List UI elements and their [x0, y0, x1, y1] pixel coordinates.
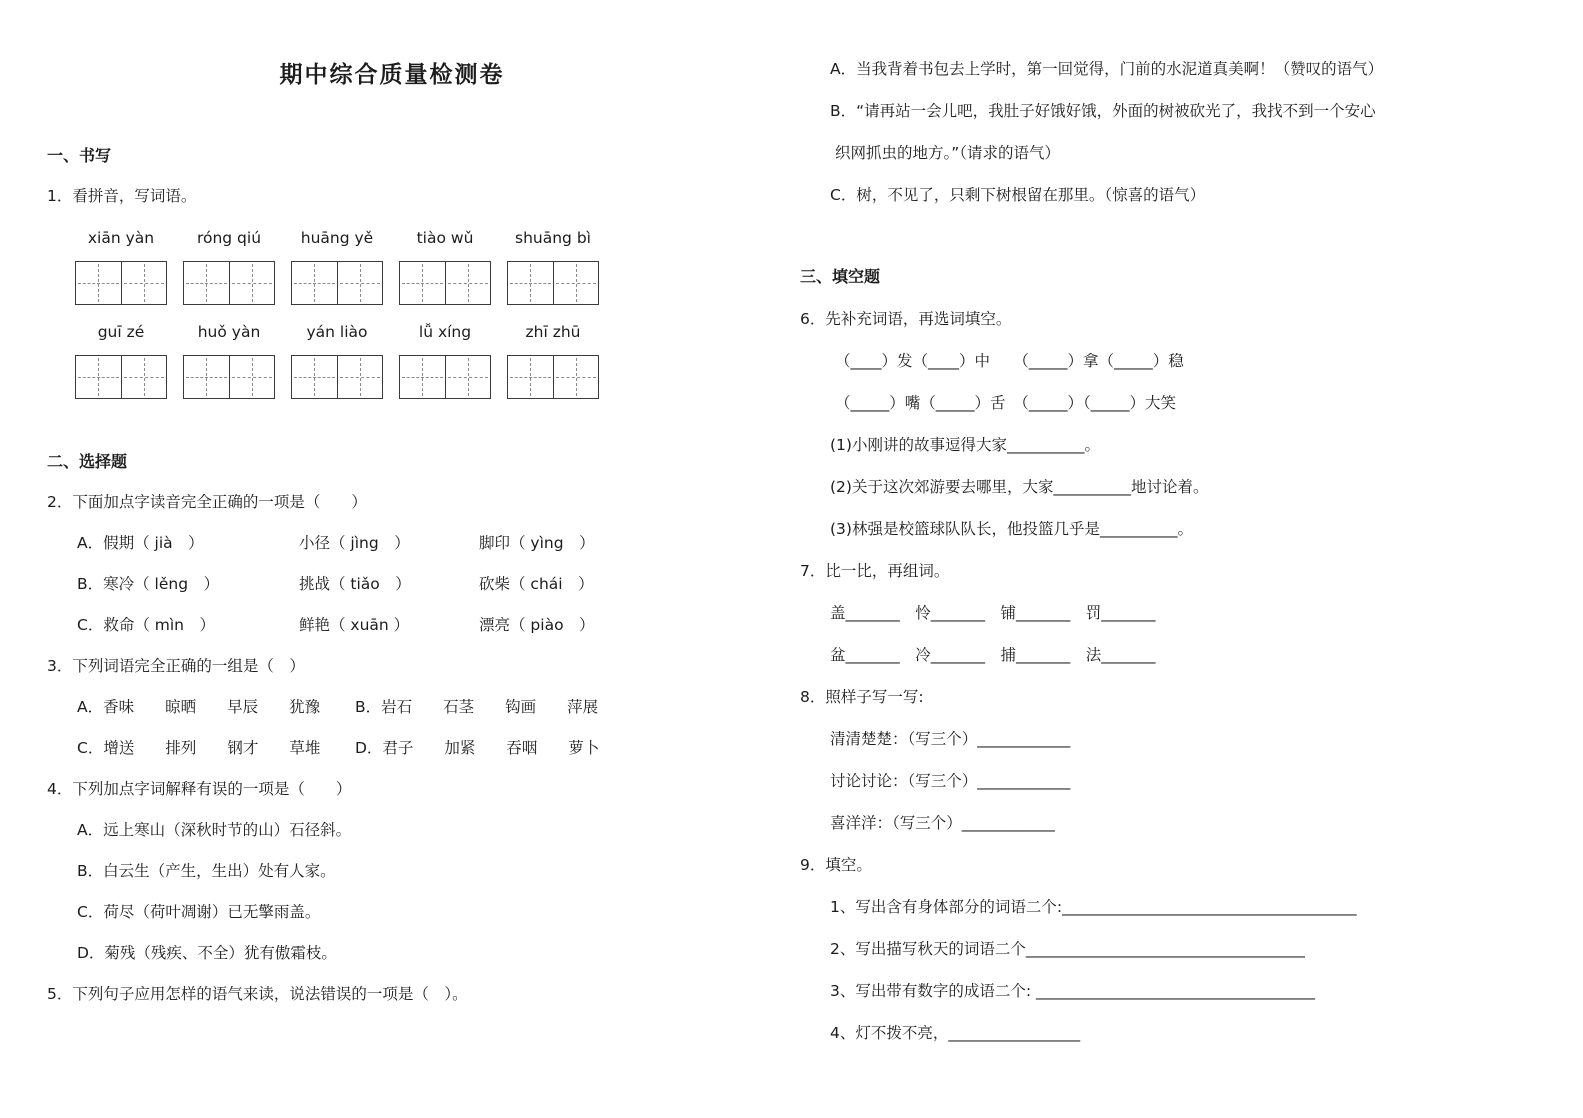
- grid-cell: [76, 262, 121, 304]
- q5-option-a: A．当我背着书包去上学时，第一回觉得，门前的水泥道真美啊！（赞叹的语气）: [830, 60, 1384, 78]
- left-column: [47, 42, 737, 1015]
- option-text: C．救命（ mìn ）: [77, 616, 215, 634]
- q9-prompt: 9．填空。: [800, 856, 872, 874]
- option-text: A．假期（ jià ）: [77, 534, 204, 552]
- pinyin-word: huǒ yàn: [197, 323, 261, 341]
- q5-prompt: 5．下列句子应用怎样的语气来读，说法错误的一项是（ ）。: [47, 985, 468, 1003]
- pinyin-word: yán liào: [306, 323, 368, 341]
- option-text: D．君子 加紧 吞咽 萝卜: [355, 739, 600, 757]
- q5-option-b-line1: B．“请再站一会儿吧，我肚子好饿好饿，外面的树被砍光了，我找不到一个安心: [830, 102, 1376, 120]
- option-text: 挑战（ tiǎo ）: [299, 575, 411, 593]
- q2-prompt: 2．下面加点字读音完全正确的一项是（ ）: [47, 493, 367, 511]
- q4-option-d: D．菊残（残疾、不全）犹有傲霜枝。: [77, 944, 337, 962]
- q7-words-line-2: 盆_______ 冷_______ 捕_______ 法_______: [830, 646, 1156, 664]
- writing-grid: [291, 355, 383, 399]
- grid-cell: [553, 356, 599, 398]
- q5-option-b-line2: 织网抓虫的地方。”（请求的语气）: [835, 144, 1061, 162]
- grid-cell: [337, 262, 383, 304]
- option-text: A．香味 晾晒 早辰 犹豫: [77, 698, 321, 716]
- pinyin-word: lǚ xíng: [418, 323, 472, 341]
- q8-example-item-2: 讨论讨论：（写三个）____________: [830, 772, 1071, 790]
- pinyin-word: zhī zhū: [525, 323, 581, 341]
- grid-cell: [121, 356, 167, 398]
- option-text: 鲜艳（ xuān ）: [299, 616, 410, 634]
- page-title: 期中综合质量检测卷: [279, 62, 505, 88]
- grid-cell: [337, 356, 383, 398]
- q6-sub-item-3: (3)林强是校篮球队队长，他投篮几乎是__________。: [830, 520, 1193, 538]
- option-text: 脚印（ yìng ）: [479, 534, 595, 552]
- q8-prompt: 8．照样子写一写:: [800, 688, 924, 706]
- grid-cell: [229, 356, 275, 398]
- section-fill-heading: 三、填空题: [800, 267, 881, 286]
- writing-grid-row-1: [47, 261, 737, 305]
- q3-prompt: 3．下列词语完全正确的一组是（ ）: [47, 657, 305, 675]
- q4-option-c: C．荷尽（荷叶凋谢）已无擎雨盖。: [77, 903, 321, 921]
- option-text: B．岩石 石茎 钩画 萍展: [355, 698, 599, 716]
- option-text: B．寒冷（ lěng ）: [77, 575, 220, 593]
- q9-sub-item-1: 1、写出含有身体部分的词语二个:______________________________________: [830, 898, 1357, 916]
- q4-prompt: 4．下列加点字词解释有误的一项是（ ）: [47, 780, 352, 798]
- q6-sub-item-1: (1)小刚讲的故事逗得大家__________。: [830, 436, 1100, 454]
- q7-words-line-1: 盖_______ 怜_______ 铺_______ 罚_______: [830, 604, 1156, 622]
- writing-grid: [183, 261, 275, 305]
- section-choice-heading: 二、选择题: [47, 452, 128, 471]
- writing-grid: [507, 261, 599, 305]
- option-text: 漂亮（ piào ）: [479, 616, 595, 634]
- writing-grid: [75, 355, 167, 399]
- option-text: 小径（ jìng ）: [299, 534, 410, 552]
- grid-cell: [292, 356, 337, 398]
- q6-sub-item-2: (2)关于这次郊游要去哪里，大家__________地讨论着。: [830, 478, 1209, 496]
- q8-example-item-1: 清清楚楚：（写三个）____________: [830, 730, 1071, 748]
- q6-blanks-line-2: （_____）嘴（_____）舌 （_____）（_____）大笑: [835, 394, 1177, 412]
- q6-prompt: 6．先补充词语，再选词填空。: [800, 310, 1012, 328]
- writing-grid: [507, 355, 599, 399]
- pinyin-row-2: [47, 319, 737, 345]
- right-column: [800, 48, 1560, 1054]
- grid-cell: [184, 262, 229, 304]
- grid-cell: [508, 356, 553, 398]
- grid-cell: [292, 262, 337, 304]
- pinyin-word: shuāng bì: [515, 229, 591, 247]
- pinyin-word: róng qiú: [196, 229, 262, 247]
- grid-cell: [184, 356, 229, 398]
- q8-example-item-3: 喜洋洋：（写三个）____________: [830, 814, 1055, 832]
- pinyin-word: huāng yě: [300, 229, 374, 247]
- q3-options-line-1: [47, 687, 737, 728]
- writing-grid: [291, 261, 383, 305]
- grid-cell: [76, 356, 121, 398]
- grid-cell: [121, 262, 167, 304]
- q2-option-c: [47, 605, 737, 646]
- q9-sub-item-4: 4、灯不拨不亮，_________________: [830, 1024, 1081, 1042]
- q1-prompt: 1．看拼音，写词语。: [47, 187, 197, 205]
- q9-sub-item-3: 3、写出带有数字的成语二个: ____________________________________: [830, 982, 1316, 1000]
- writing-grid: [183, 355, 275, 399]
- section-writing-heading: 一、书写: [47, 146, 112, 165]
- grid-cell: [445, 262, 491, 304]
- grid-cell: [553, 262, 599, 304]
- option-text: 砍柴（ chái ）: [479, 575, 594, 593]
- option-text: C．增送 排列 钢才 草堆: [77, 739, 321, 757]
- q4-option-a: A．远上寒山（深秋时节的山）石径斜。: [77, 821, 352, 839]
- writing-grid: [399, 355, 491, 399]
- grid-cell: [508, 262, 553, 304]
- q2-option-a: [47, 523, 737, 564]
- grid-cell: [229, 262, 275, 304]
- pinyin-word: guī zé: [97, 323, 145, 341]
- grid-cell: [400, 356, 445, 398]
- writing-grid: [75, 261, 167, 305]
- q4-option-b: B．白云生（产生，生出）处有人家。: [77, 862, 336, 880]
- writing-grid: [399, 261, 491, 305]
- pinyin-word: xiān yàn: [87, 229, 155, 247]
- q5-option-c: C．树，不见了，只剩下树根留在那里。（惊喜的语气）: [830, 186, 1206, 204]
- pinyin-row-1: [47, 225, 737, 251]
- q6-blanks-line-1: （____）发（____）中 （_____）拿（_____）稳: [835, 352, 1184, 370]
- grid-cell: [445, 356, 491, 398]
- q9-sub-item-2: 2、写出描写秋天的词语二个____________________________________: [830, 940, 1305, 958]
- q7-prompt: 7．比一比，再组词。: [800, 562, 950, 580]
- grid-cell: [400, 262, 445, 304]
- pinyin-word: tiào wǔ: [416, 229, 474, 247]
- q2-option-b: [47, 564, 737, 605]
- writing-grid-row-2: [47, 355, 737, 399]
- q3-options-line-2: [47, 728, 737, 769]
